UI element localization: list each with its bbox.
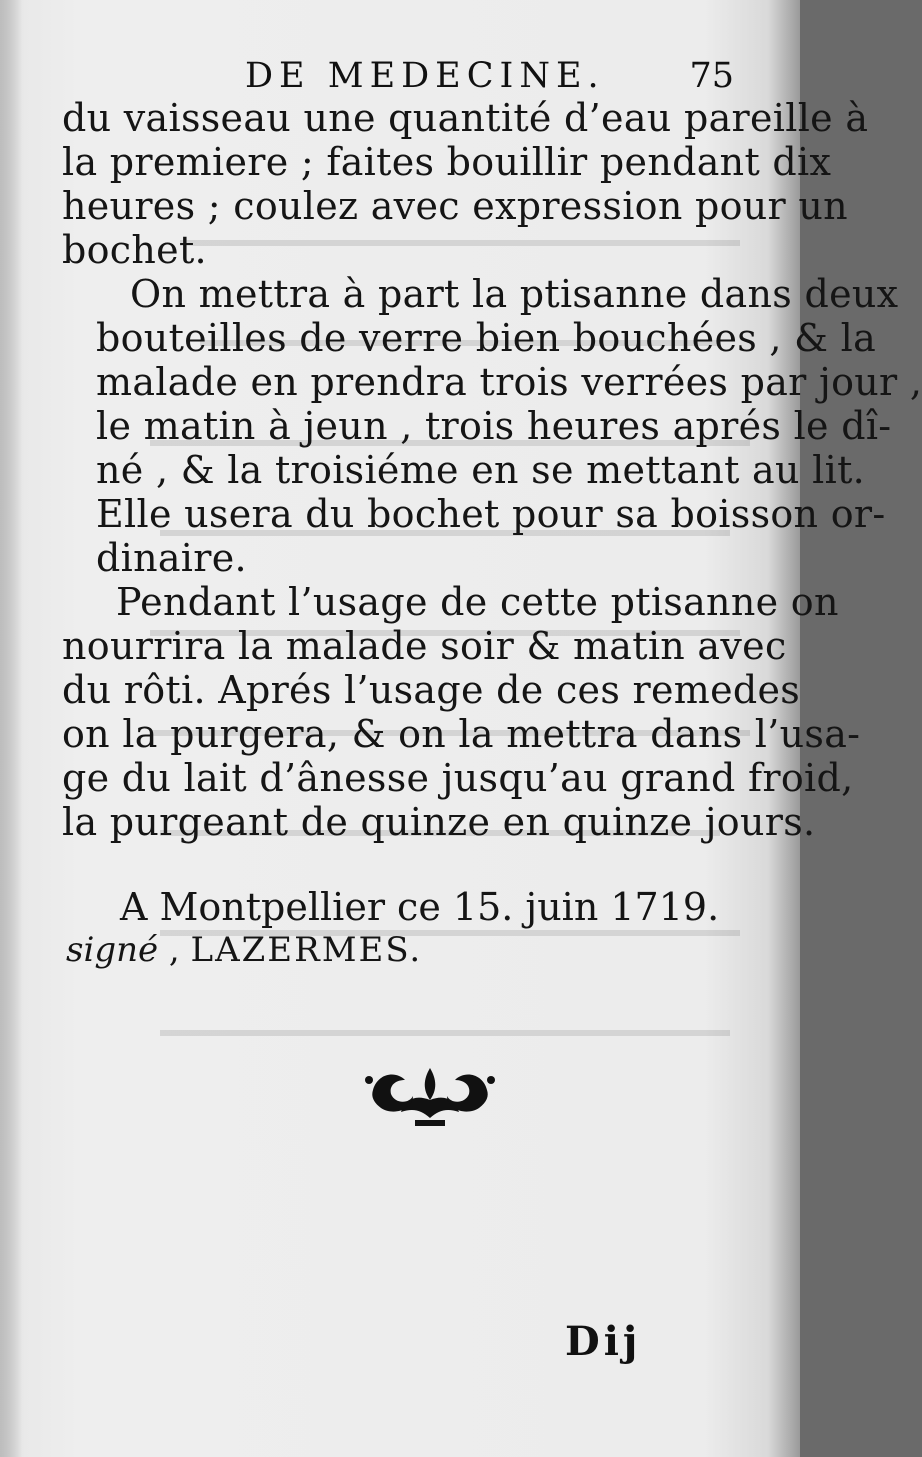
text-line: bouteilles de verre bien bouchées , & la [96, 316, 877, 360]
text-line: Elle usera du bochet pour sa boisson or- [96, 492, 886, 536]
fleuron-icon [365, 1060, 495, 1132]
text-line: du vaisseau une quantité d’eau pareille à [62, 96, 869, 140]
running-title: DE MEDECINE. [245, 56, 605, 96]
signature-mark: Dij [565, 1318, 642, 1365]
page-number: 75 [689, 56, 734, 96]
running-header [70, 56, 750, 100]
text-line: la purgeant de quinze en quinze jours. [62, 800, 816, 844]
text-line: bochet. [62, 228, 207, 272]
text-line: la premiere ; faites bouillir pendant dix [62, 140, 832, 184]
body-text [62, 96, 922, 844]
place-date: A Montpellier ce 15. juin 1719. [120, 885, 720, 929]
text-line: dinaire. [96, 536, 247, 580]
text-line: heures ; coulez avec expression pour un [62, 184, 848, 228]
paragraph-2 [62, 272, 922, 580]
page-edge-shadow [0, 0, 22, 1457]
text-line: nourrira la malade soir & matin avec [62, 624, 787, 668]
text-line: le matin à jeun , trois heures aprés le dî- [96, 404, 892, 448]
text-line: du rôti. Aprés l’usage de ces remedes [62, 668, 801, 712]
text-line: né , & la troisiéme en se mettant au lit. [96, 448, 866, 492]
text-line: Pendant l’usage de cette ptisanne on [116, 580, 839, 624]
signed-label: signé [66, 930, 159, 970]
text-line: ge du lait d’ânesse jusqu’au grand froid, [62, 756, 854, 800]
paragraph-3 [62, 580, 861, 844]
signature-line: signé , LAZERMES. [66, 930, 423, 970]
text-line: on la purgera, & on la mettra dans l’usa- [62, 712, 861, 756]
signer-name: LAZERMES. [190, 930, 423, 970]
text-line: On mettra à part la ptisanne dans deux [130, 272, 899, 316]
text-line: malade en prendra trois verrées par jour , [96, 360, 922, 404]
paragraph-1 [62, 96, 869, 272]
